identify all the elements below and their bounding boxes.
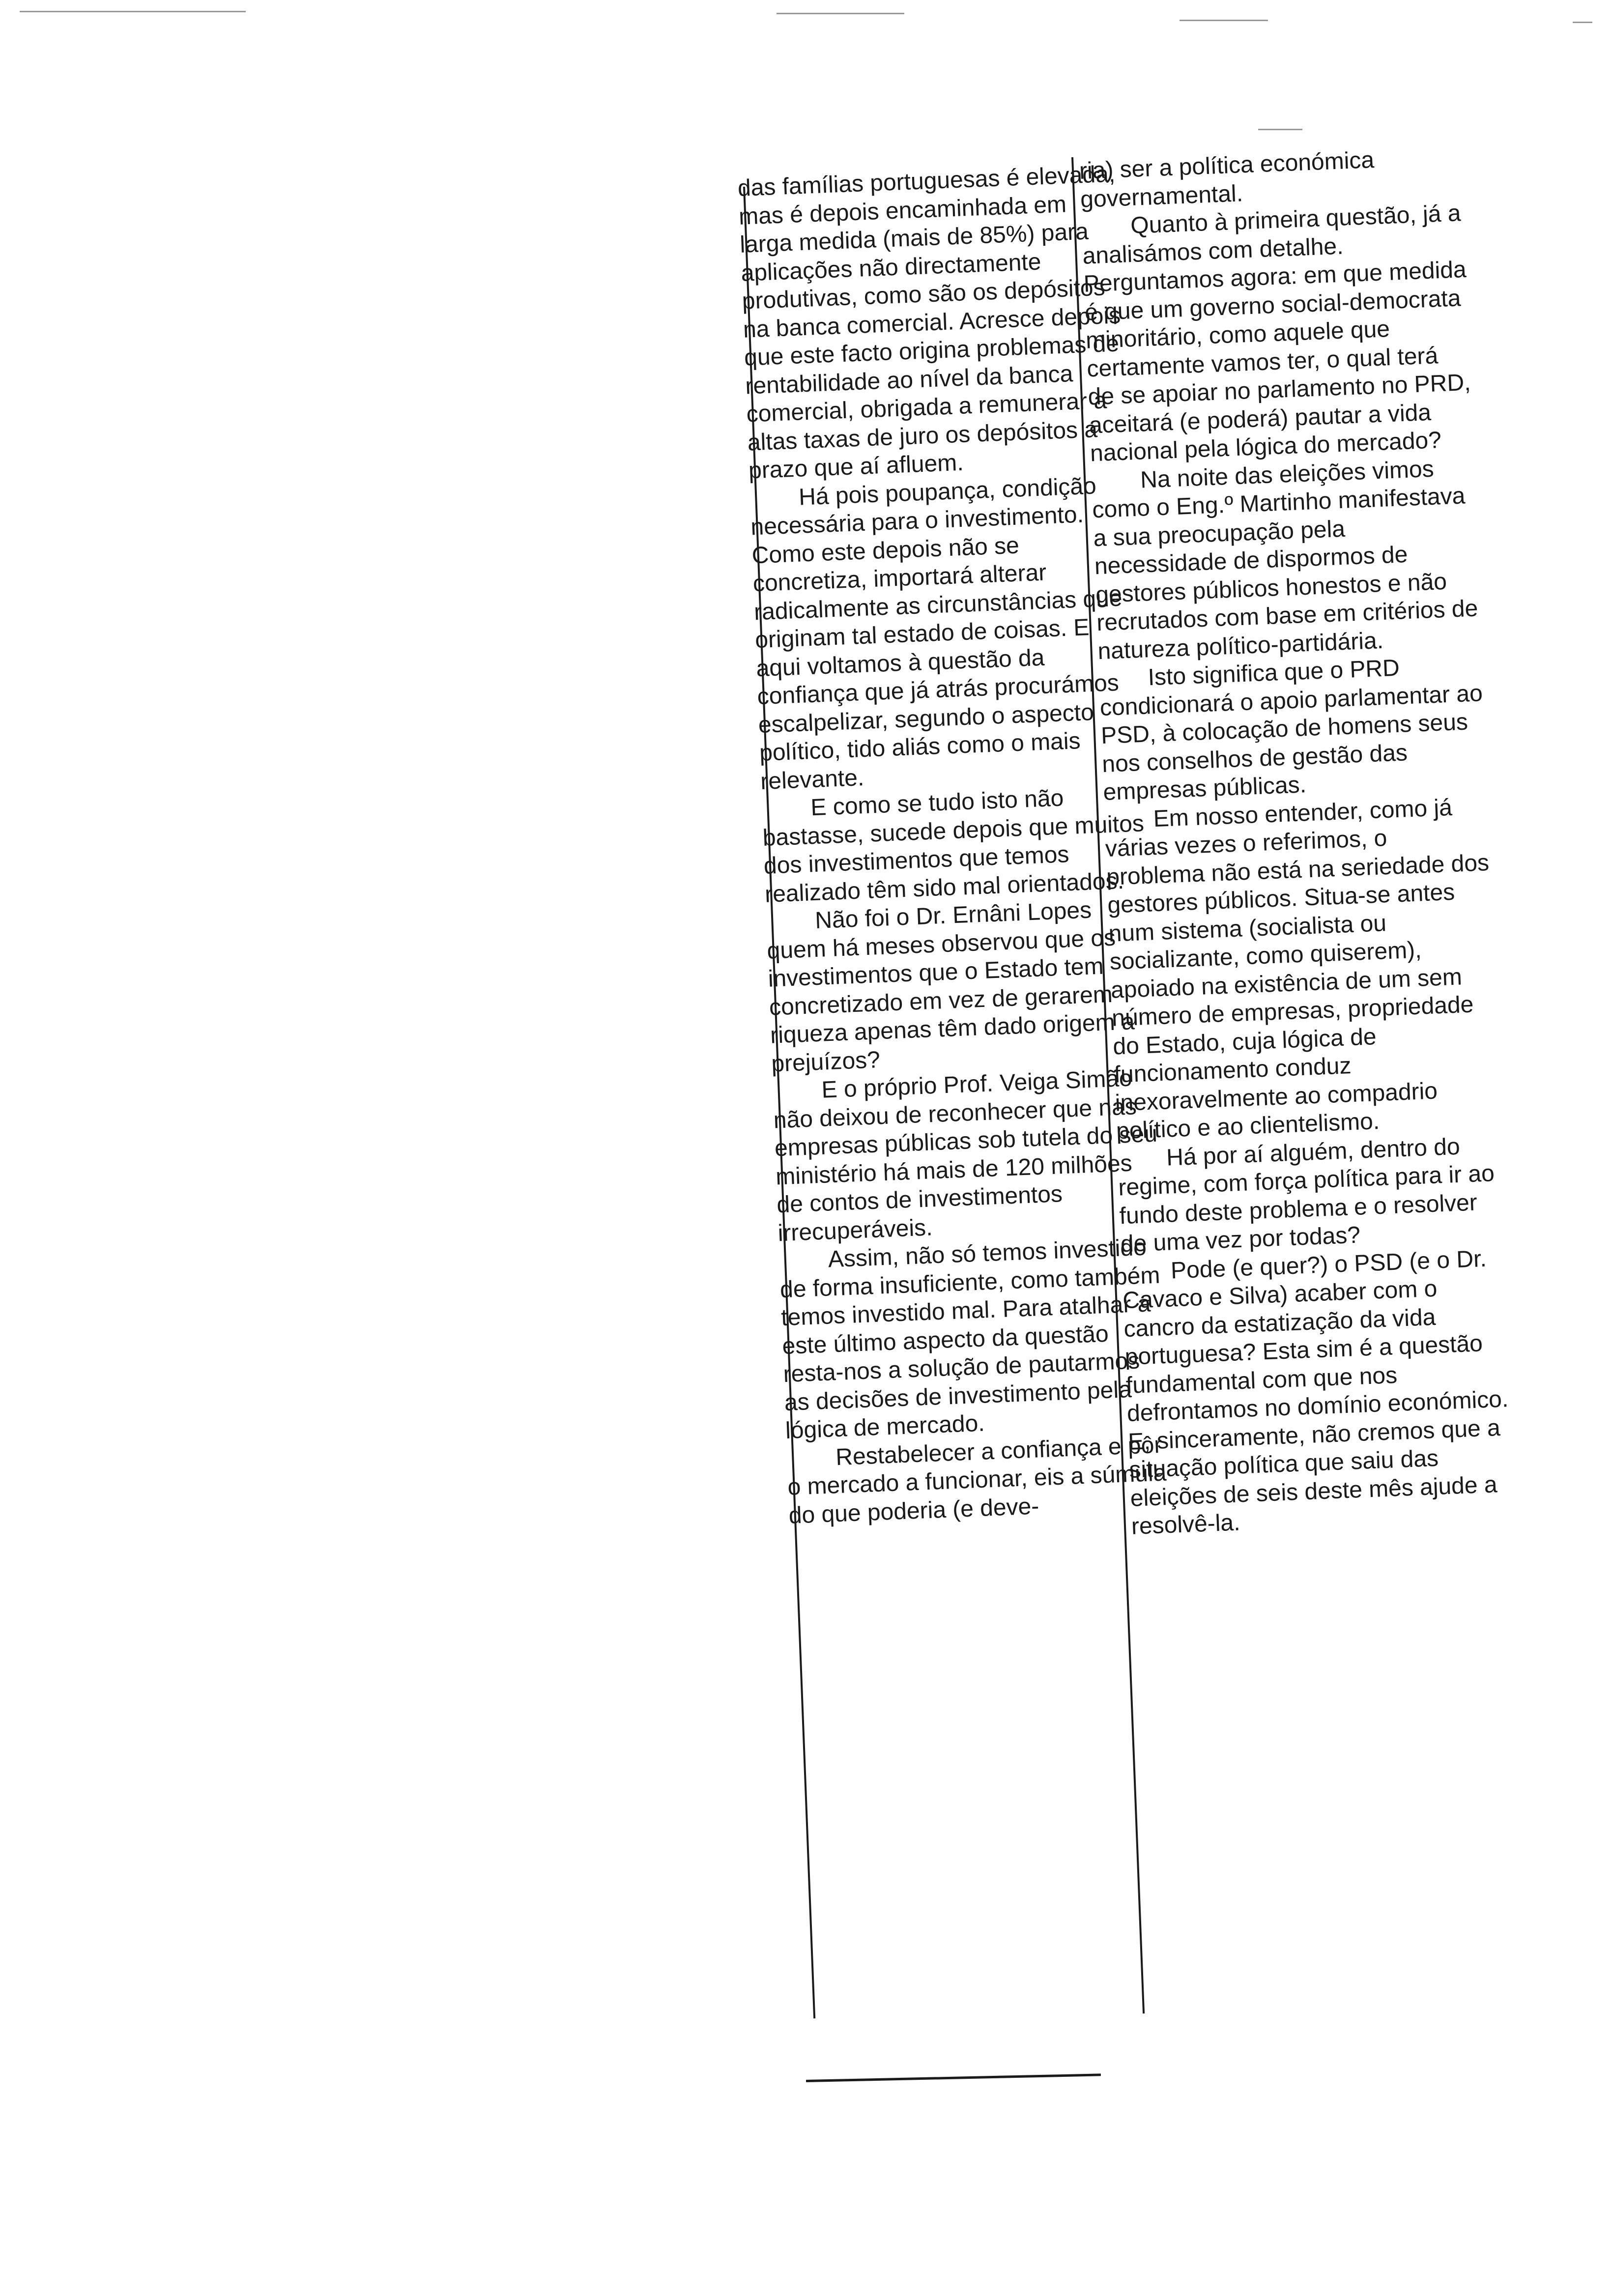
scan-edge-mark [1573,22,1592,23]
paragraph: E como se tudo isto não bastasse, sucede depois que muitos dos investimentos que temos realizado têm sido mal orientados. [762,785,1145,908]
paragraph: Há pois poupança, condição necessária para o investimento. Como este depois não se concretiza, importará alterar radicalmente as circunstâncias que originam tal estado de coisas. E aqui voltamos à questão da confiança que já atrás procurámos escalpelizar, segundo o aspecto político, tido aliás como o mais relevante. [750,472,1123,795]
paragraph: Restabelecer a confiança e pôr o mercado a funcionar, eis a súmula do que poderia (e deve- [787,1432,1167,1529]
paragraph: Quanto à primeira questão, já a analisámos com detalhe. Perguntamos agora: em que medida é que um governo social-democrata minoritário, como aquele que certamente vamos ter, o qual terá de se apoiar no parlamento no PRD, aceitará (e poderá) pautar a vida nacional pela lógica do mercado? [1082,200,1471,467]
article-end-rule [806,2073,1101,2082]
paragraph: Assim, não só temos investido de forma insuficiente, como também temos investido mal. Para atalhar a este último aspecto da questão resta-nos a solução de pautarmos as decisões de investimento pela lógica de mercado. [779,1234,1161,1444]
paragraph: E o próprio Prof. Veiga Simão não deixou de reconhecer que nas empresas públicas sob tutela do seu ministério há mais de 120 milhões de contos de investimentos irrecuperáveis. [773,1065,1158,1246]
paragraph: Pode (e quer?) o PSD (e o Dr. Cavaco e Silva) acaber com o cancro da estatização da vida portuguesa? Esta sim é a questão fundamental com que nos defrontamos no domínio económico. E, sinceramente, não cremos que a situação política que saiu das eleições de seis deste mês ajude a resolvê-la. [1122,1245,1509,1540]
paragraph: das famílias portuguesas é elevada, mas é depois encaminhada em larga medida (mais de 85%) para aplicações não directamente produtivas, como são os depósitos na banca comercial. Acresce depois que este facto origina problemas de rentabilidade ao nível da banca comercial, obrigada a remunerar a altas taxas de juro os depósitos a prazo que aí afluem. [737,161,1122,484]
scan-edge-mark [20,11,246,12]
paragraph: Em nosso entender, como já várias vezes o referimos, o problema não está na seriedade dos gestores públicos. Situa-se antes num sistema (socialista ou socializante, como quiserem), apoiado na existência de um sem número de empresas, propriedade do Estado, cuja lógica de funcionamento conduz inexoravelmente ao compadrio político e ao clientelismo. [1105,794,1490,1145]
scan-edge-mark [1258,129,1302,130]
paragraph: Há por aí alguém, dentro do regime, com força política para ir ao fundo deste problema e o resolver de uma vez por todas? [1118,1133,1495,1258]
paragraph: Na noite das eleições vimos como o Eng.º Martinho manifestava a sua preocupação pela necessidade de dispormos de gestores públicos honestos e não recrutados com base em critérios de natureza político-partidária. [1092,456,1479,664]
paragraph: Isto significa que o PRD condicionará o apoio parlamentar ao PSD, à colocação de homens seus nos conselhos de gestão das empresas públicas. [1099,655,1483,806]
paragraph: Não foi o Dr. Ernâni Lopes quem há meses observou que os investimentos que o Estado tem concretizado em vez de gerarem riqueza apenas têm dado origem a prejuízos? [766,897,1135,1077]
article-column-right [1079,143,1515,1541]
scan-edge-mark [1180,20,1268,21]
paragraph: ria) ser a política económica governamental. [1079,146,1375,213]
scan-edge-mark [777,13,904,14]
